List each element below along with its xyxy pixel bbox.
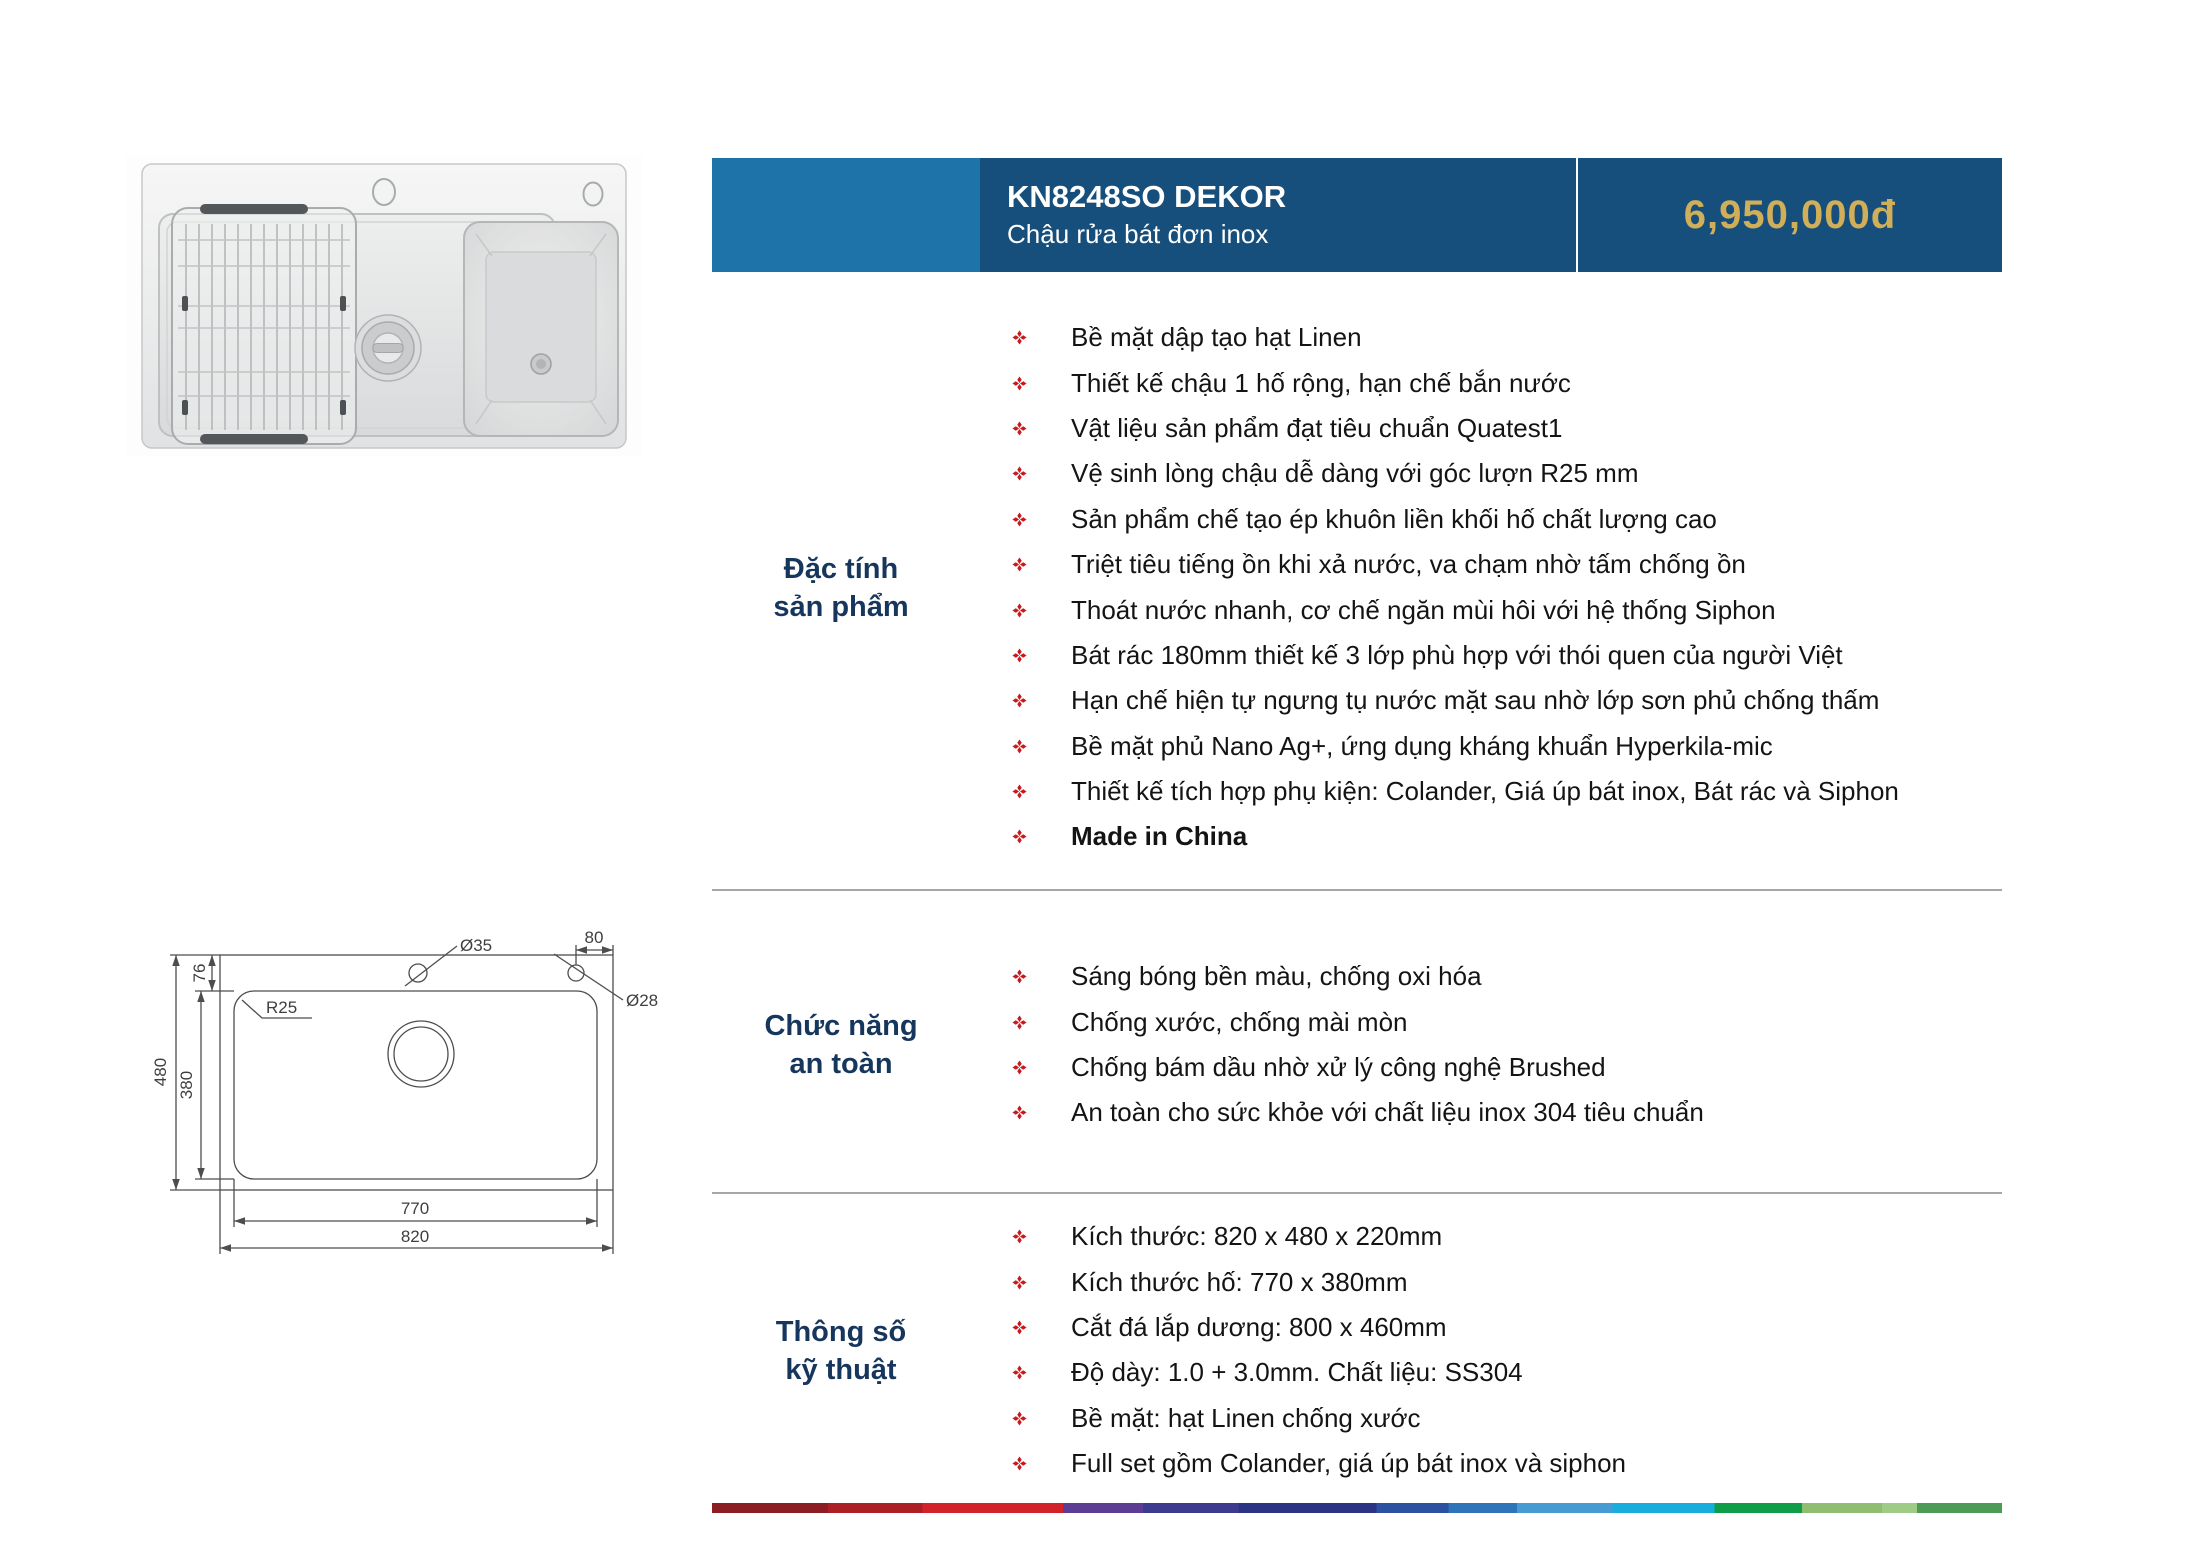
section-divider (712, 889, 2002, 891)
feature-text: Thiết kế chậu 1 hố rộng, hạn chế bắn nước (1071, 367, 1571, 398)
feature-text: Bề mặt dập tạo hạt Linen (1071, 322, 1362, 353)
feature-item (1012, 633, 2002, 678)
faucet-hole (584, 183, 603, 206)
diamond-bullet-icon (1012, 1015, 1027, 1030)
drawing-drain (388, 1021, 454, 1087)
spec-text: Bề mặt: hạt Linen chống xước (1071, 1402, 1421, 1433)
diamond-bullet-icon (1012, 1365, 1027, 1380)
feature-item (1012, 1045, 2002, 1090)
spec-item (1012, 1441, 2002, 1486)
feature-item (1012, 542, 2002, 587)
product-subtitle: Chậu rửa bát đơn inox (1007, 219, 1269, 249)
feature-text: Chống xước, chống mài mòn (1071, 1006, 1408, 1037)
feature-text: Triệt tiêu tiếng ồn khi xả nước, va chạm nhờ tấm chống ồn (1071, 549, 1746, 580)
spec-item (1012, 1305, 2002, 1350)
feature-item (1012, 406, 2002, 451)
feature-text: Bề mặt phủ Nano Ag+, ứng dụng kháng khuẩn Hyperkila-mic (1071, 730, 1773, 761)
spec-text: Full set gồm Colander, giá úp bát inox và siphon (1071, 1448, 1627, 1479)
diamond-bullet-icon (1012, 603, 1027, 618)
diamond-bullet-icon (1012, 512, 1027, 527)
feature-text: Hạn chế hiện tự ngưng tụ nước mặt sau nhờ lớp sơn phủ chống thấm (1071, 685, 1880, 716)
feature-text: Thoát nước nhanh, cơ chế ngăn mùi hôi với hệ thống Siphon (1071, 594, 1776, 625)
feature-text: Vật liệu sản phẩm đạt tiêu chuẩn Quatest1 (1071, 412, 1563, 443)
drawing-outer-rect (220, 955, 613, 1190)
spec-text: Kích thước hố: 770 x 380mm (1071, 1266, 1408, 1297)
faucet-hole (373, 179, 395, 205)
diamond-bullet-icon (1012, 1229, 1027, 1244)
safety-list (970, 954, 2002, 1136)
spec-text: Độ dày: 1.0 + 3.0mm. Chất liệu: SS304 (1071, 1357, 1523, 1388)
dim-76: 76 (190, 963, 209, 983)
section-features-label: Đặc tính sản phẩm (773, 552, 909, 623)
feature-item (1012, 999, 2002, 1044)
section-specs-label: Thông số kỹ thuật (775, 1315, 907, 1386)
feature-text: Vệ sinh lòng chậu dễ dàng với góc lượn R25 mm (1071, 458, 1639, 489)
footer-color-bar (712, 1503, 2002, 1513)
spec-text: Cắt đá lắp dương: 800 x 460mm (1071, 1311, 1447, 1342)
diamond-bullet-icon (1012, 1105, 1027, 1120)
spec-item (1012, 1259, 2002, 1304)
dim-770: 770 (400, 1199, 430, 1218)
product-photo (126, 156, 642, 456)
feature-item (1012, 678, 2002, 723)
price-zone (1578, 158, 2002, 272)
drawing-hole-35 (409, 964, 427, 982)
specs-list (970, 1214, 2002, 1487)
dim-380: 380 (177, 1070, 196, 1100)
diamond-bullet-icon (1012, 557, 1027, 572)
drain (355, 315, 421, 381)
feature-text: Chống bám dầu nhờ xử lý công nghệ Brushed (1071, 1051, 1606, 1082)
dim-820: 820 (400, 1227, 430, 1246)
drawing-inner-rect (234, 991, 597, 1179)
right-bowl (464, 222, 618, 436)
diamond-bullet-icon (1012, 693, 1027, 708)
section-divider (712, 1192, 2002, 1194)
spec-item (1012, 1396, 2002, 1441)
feature-text: Sản phẩm chế tạo ép khuôn liền khối hố chất lượng cao (1071, 503, 1717, 534)
dim-480: 480 (151, 1057, 170, 1087)
section-safety (712, 954, 2002, 1136)
diamond-bullet-icon (1012, 784, 1027, 799)
diamond-bullet-icon (1012, 1411, 1027, 1426)
wire-basket (172, 204, 356, 444)
product-model: KN8248SO DEKOR (1007, 179, 1287, 214)
feature-text: Sáng bóng bền màu, chống oxi hóa (1071, 961, 1482, 992)
diamond-bullet-icon (1012, 421, 1027, 436)
feature-item (1012, 769, 2002, 814)
diamond-bullet-icon (1012, 1320, 1027, 1335)
features-list (970, 315, 2002, 860)
spec-text: Kích thước: 820 x 480 x 220mm (1071, 1221, 1443, 1252)
diamond-bullet-icon (1012, 1456, 1027, 1471)
diamond-bullet-icon (1012, 829, 1027, 844)
feature-item (1012, 724, 2002, 769)
feature-item (1012, 814, 2002, 859)
feature-text: An toàn cho sức khỏe với chất liệu inox 304 tiêu chuẩn (1071, 1097, 1704, 1128)
dim-r25: R25 (266, 998, 298, 1017)
header-title-block (980, 158, 1576, 272)
feature-text: Thiết kế tích hợp phụ kiện: Colander, Giá úp bát inox, Bát rác và Siphon (1071, 776, 1899, 807)
feature-item (1012, 1090, 2002, 1135)
spec-item (1012, 1350, 2002, 1395)
section-features (712, 315, 2002, 860)
diamond-bullet-icon (1012, 376, 1027, 391)
technical-drawing (126, 920, 666, 1255)
feature-text: Made in China (1071, 821, 1248, 852)
header-accent-block (712, 158, 980, 272)
diamond-bullet-icon (1012, 739, 1027, 754)
spec-item (1012, 1214, 2002, 1259)
header-bar (712, 158, 2002, 272)
section-safety-label: Chức năng an toàn (764, 1010, 918, 1080)
dim-hole-28: Ø28 (626, 991, 659, 1010)
diamond-bullet-icon (1012, 648, 1027, 663)
feature-item (1012, 451, 2002, 496)
feature-text: Bát rác 180mm thiết kế 3 lớp phù hợp với thói quen của người Việt (1071, 639, 1843, 670)
section-specs (712, 1214, 2002, 1487)
diamond-bullet-icon (1012, 466, 1027, 481)
feature-item (1012, 360, 2002, 405)
feature-item (1012, 954, 2002, 999)
dim-80: 80 (584, 928, 604, 947)
diamond-bullet-icon (1012, 330, 1027, 345)
product-price: 6,950,000đ (1683, 192, 1897, 237)
dim-hole-35: Ø35 (460, 936, 493, 955)
feature-item (1012, 315, 2002, 360)
feature-item (1012, 587, 2002, 632)
diamond-bullet-icon (1012, 1275, 1027, 1290)
diamond-bullet-icon (1012, 1060, 1027, 1075)
feature-item (1012, 497, 2002, 542)
diamond-bullet-icon (1012, 969, 1027, 984)
